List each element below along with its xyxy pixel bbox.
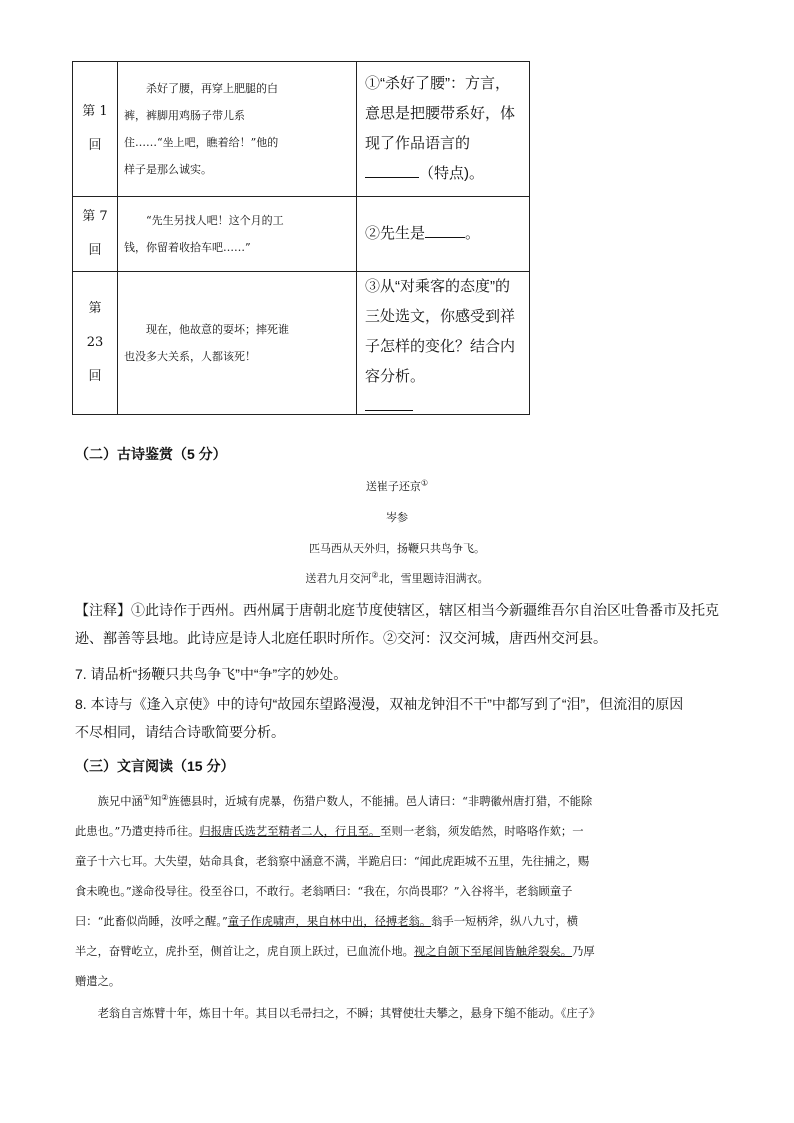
excerpt-cell: 杀好了腰，再穿上肥腿的白 裤，裤脚用鸡肠子带儿系 住……“坐上吧，瞧着给！”他的 样子是那么诚实。 (118, 62, 357, 197)
classical-passage: 族兄中涵①知②旌德县时，近城有虎暴，伤猎户数人，不能捕。邑人请曰：“非聘徽州唐打猎，不能除 此患也。”乃遣吏持币往。归报唐氏选艺至精者二人，行且至。至则一老翁，须发皓然，时咯咯作欬；一 童子十六七耳。大失望，姑命具食，老翁察中涵意不满，半跪启曰：“闻此虎距城不五里，先往捕之，赐 食未晚也。”遂命役导往。役至谷口，不敢行。老翁哂曰：“我在，尔尚畏耶？”入谷将半，老翁顾童子 曰：“此畜似尚睡，汝呼之醒。”童子作虎啸声，果自林中出，径搏老翁。翁手一短柄斧，纵八九寸，横 半之，奋臂屹立，虎扑至，侧首让之，虎自顶上跃过，已血流仆地。视之自颌下至尾闾皆触斧裂矣。乃厚 赠遣之。 老翁自言炼臂十年，炼目十年。其目以毛帚扫之，不瞬；其臂使壮夫攀之，悬身下缒不能动。《庄子》 (75, 793, 601, 1020)
reading-table (72, 61, 530, 415)
question-8: 8. 本诗与《逢入京使》中的诗句“故园东望路漫漫，双袖龙钟泪不干”中都写到了“泪”，但流泪的原因 不尽相同，请结合诗歌简要分析。 (75, 696, 684, 740)
excerpt-cell: 现在，他故意的耍坏；摔死谁 也没多大关系，人都该死！ (118, 272, 357, 415)
chapter-cell: 第 23 回 (73, 272, 118, 415)
answer-blank[interactable] (425, 236, 465, 238)
section-heading-poetry: （二）古诗鉴赏（5 分） (75, 446, 227, 462)
question-cell: ③从“对乘客的态度”的三处选文，你感受到祥子怎样的变化？结合内容分析。 (357, 272, 530, 415)
question-7: 7. 请品析“扬鞭只共鸟争飞”中“争”字的妙处。 (75, 666, 348, 682)
table-row (73, 197, 530, 272)
answer-blank[interactable] (365, 409, 413, 411)
question-cell: ①“杀好了腰”：方言，意思是把腰带系好，体现了作品语言的（特点)。 (357, 62, 530, 197)
table-row (73, 62, 530, 197)
poem-title: 送崔子还京① (365, 478, 429, 493)
answer-blank[interactable] (365, 176, 419, 178)
excerpt-cell: “先生另找人吧！这个月的工 钱，你留着收拾车吧……” (118, 197, 357, 272)
poem-line: 匹马西从天外归，扬鞭只共鸟争飞。 (309, 542, 485, 555)
chapter-cell: 第 1 回 (73, 62, 118, 197)
question-cell: ②先生是 。 (357, 197, 530, 272)
chapter-cell: 第 7 回 (73, 197, 118, 272)
table-row (73, 272, 530, 415)
poem-line: 送君九月交河②北，雪里题诗泪满衣。 (305, 570, 489, 585)
section-heading-classical: （三）文言阅读（15 分） (75, 758, 235, 774)
annotation: 【注释】①此诗作于西州。西州属于唐朝北庭节度使辖区，辖区相当今新疆维吾尔自治区吐鲁番市及托克 逊、鄯善等县地。此诗应是诗人北庭任职时所作。②交河：汉交河城，唐西州交河县。 (75, 602, 719, 646)
poem-author: 岑参 (386, 511, 408, 524)
